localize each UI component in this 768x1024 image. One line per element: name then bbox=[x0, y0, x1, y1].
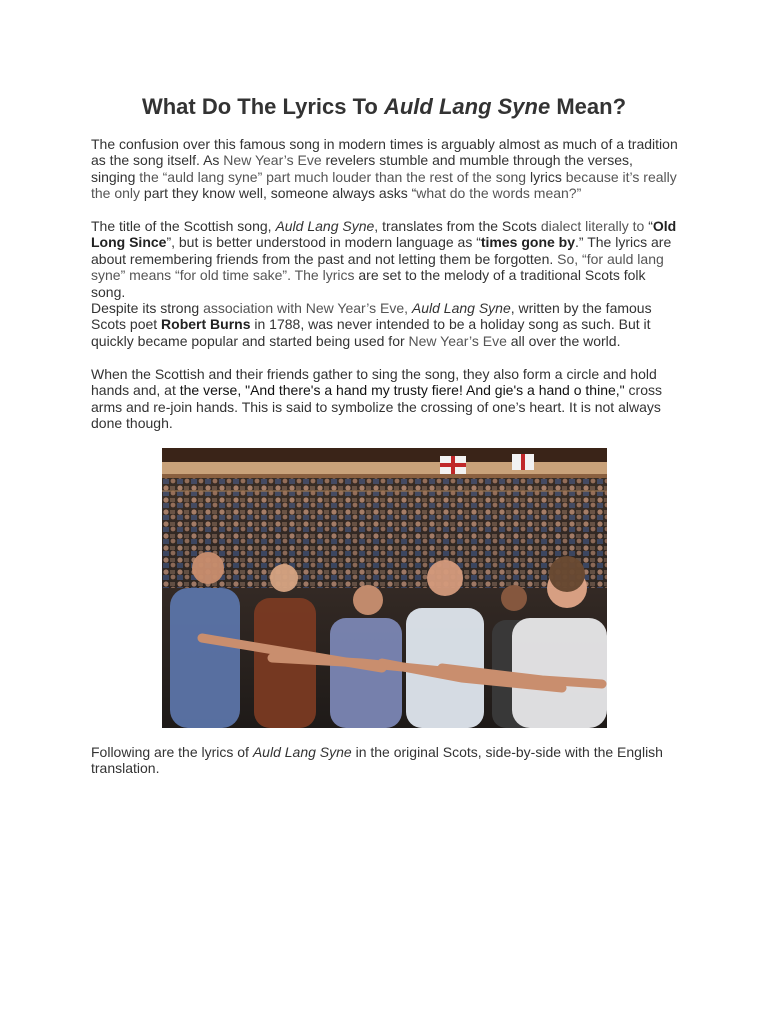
title-text: What Do The Lyrics To bbox=[141, 94, 384, 119]
crowd-singing-photo bbox=[162, 448, 607, 728]
paragraph-tradition: When the Scottish and their friends gather to sing the song, they also form a circle and hold hands and, at the verse, "And there's a hand my trusty fiere! And gie's a hand o thine," cross arms and re-join hands. This is said to symbolize the crossing of one’s heart. It is not always done though. bbox=[91, 366, 662, 432]
paragraph-lyrics-intro: Following are the lyrics of Auld Lang Syne in the original Scots, side-by-side with the English translation. bbox=[91, 744, 663, 777]
paragraph-history: Despite its strong association with New Year’s Eve, Auld Lang Syne, written by the famous Scots poet Robert Burns in 1788, was never intended to be a holiday song as such. But it quickly became popular and started being used for New Year’s Eve all over the world. bbox=[91, 300, 652, 349]
paragraph-intro: The confusion over this famous song in modern times is arguably almost as much of a tradition as the song itself. As New Year’s Eve revelers stumble and mumble through the verses, singing the “auld lang syne” part much louder than the rest of the song lyrics because it’s really the only part they know well, someone always asks “what do the words mean?” bbox=[91, 136, 678, 202]
page-title bbox=[0, 92, 768, 122]
title-text-end: Mean? bbox=[550, 94, 627, 119]
title-italic-song-name: Auld Lang Syne bbox=[383, 94, 551, 119]
paragraph-title-meaning: The title of the Scottish song, Auld Lang Syne, translates from the Scots dialect literally to “Old Long Since”, but is better understood in modern language as “times gone by.” The lyrics are about remembering friends from the past and not letting them be forgotten. So, “for auld lang syne” means “for old time sake”. The lyrics are set to the melody of a traditional Scots folk song. bbox=[91, 218, 677, 300]
